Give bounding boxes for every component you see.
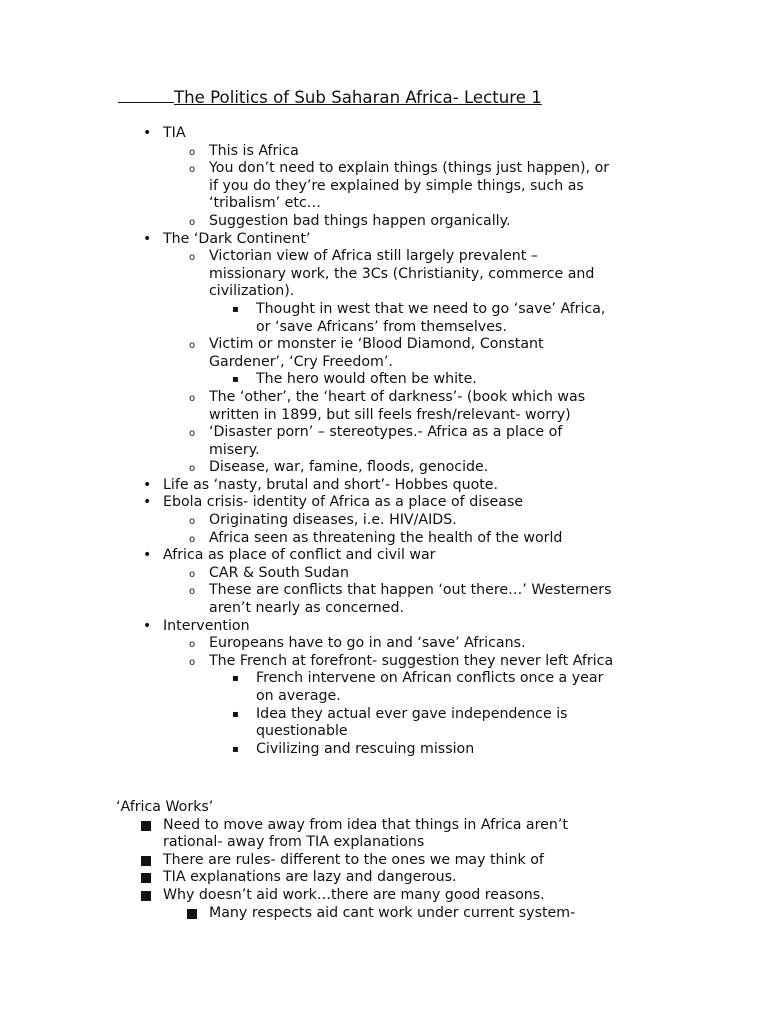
bullet-circle-icon: o bbox=[189, 656, 196, 668]
list-item-text: Disease, war, famine, floods, genocide. bbox=[209, 459, 489, 476]
list-item bbox=[0, 670, 768, 688]
list-item bbox=[0, 442, 768, 460]
list-item bbox=[0, 143, 768, 161]
bullet-square-icon bbox=[141, 856, 151, 866]
list-item-text: Why doesn’t aid work…there are many good reasons. bbox=[163, 886, 545, 903]
list-item-text: French intervene on African conflicts once a year bbox=[256, 670, 604, 687]
list-item-text: Europeans have to go in and ‘save’ Africans. bbox=[209, 635, 526, 652]
bullet-square-icon: ▪ bbox=[232, 743, 239, 755]
list-item-text: ‘Disaster porn’ – stereotypes.- Africa as a place of bbox=[209, 424, 563, 441]
section-heading: ‘Africa Works’ bbox=[116, 799, 214, 815]
list-item-text: You don’t need to explain things (things just happen), or bbox=[209, 160, 610, 177]
list-item bbox=[0, 565, 768, 583]
list-item-text: Many respects aid cant work under current system- bbox=[209, 904, 576, 921]
bullet-circle-icon: o bbox=[189, 533, 196, 545]
list-item-text: if you do they’re explained by simple things, such as bbox=[209, 177, 584, 194]
list-item bbox=[0, 195, 768, 213]
list-item bbox=[0, 869, 768, 887]
list-item-text: Originating diseases, i.e. HIV/AIDS. bbox=[209, 512, 457, 529]
bullet-circle-icon: o bbox=[189, 639, 196, 651]
list-item-text: Africa seen as threatening the health of the world bbox=[209, 529, 563, 546]
list-item bbox=[0, 582, 768, 600]
bullet-square-icon bbox=[141, 873, 151, 883]
bullet-dot-icon: • bbox=[143, 547, 152, 564]
list-item-text: Gardener’, ‘Cry Freedom’. bbox=[209, 353, 393, 370]
list-item-text: The French at forefront- suggestion they never left Africa bbox=[209, 652, 614, 669]
list-item-text: Intervention bbox=[163, 617, 250, 634]
list-item-text: or ‘save Africans’ from themselves. bbox=[256, 318, 507, 335]
list-item bbox=[0, 887, 768, 905]
list-item-text: The ‘Dark Continent’ bbox=[163, 230, 311, 247]
list-item-text: civilization). bbox=[209, 283, 295, 300]
list-item-text: missionary work, the 3Cs (Christianity, commerce and bbox=[209, 265, 595, 282]
bullet-circle-icon: o bbox=[189, 392, 196, 404]
list-item-text: The ‘other’, the ‘heart of darkness’- (book which was bbox=[209, 388, 586, 405]
list-item-text: The hero would often be white. bbox=[256, 371, 477, 388]
list-item-text: CAR & South Sudan bbox=[209, 564, 349, 581]
bullet-circle-icon: o bbox=[189, 340, 196, 352]
bullet-dot-icon: • bbox=[143, 230, 152, 247]
list-item-text: Need to move away from idea that things in Africa aren’t bbox=[163, 816, 568, 833]
list-item bbox=[0, 494, 768, 512]
list-item bbox=[0, 688, 768, 706]
bullet-square-icon bbox=[187, 909, 197, 919]
list-item-text: Ebola crisis- identity of Africa as a place of disease bbox=[163, 494, 524, 511]
title-text: The Politics of Sub Saharan Africa- Lecture 1 bbox=[174, 88, 542, 107]
list-item bbox=[0, 905, 768, 923]
list-item bbox=[0, 618, 768, 636]
list-item-text: written in 1899, but sill feels fresh/relevant- worry) bbox=[209, 406, 571, 423]
list-item-text: Idea they actual ever gave independence is bbox=[256, 705, 568, 722]
list-item bbox=[0, 248, 768, 266]
bullet-circle-icon: o bbox=[189, 428, 196, 440]
bullet-circle-icon: o bbox=[189, 568, 196, 580]
list-item bbox=[0, 530, 768, 548]
list-item bbox=[0, 424, 768, 442]
list-item bbox=[0, 336, 768, 354]
list-item bbox=[0, 706, 768, 724]
list-item-text: Suggestion bad things happen organically. bbox=[209, 212, 511, 229]
list-item-text: questionable bbox=[256, 723, 348, 740]
list-item-text: aren’t nearly as concerned. bbox=[209, 600, 405, 617]
list-item bbox=[0, 266, 768, 284]
list-item bbox=[0, 817, 768, 835]
list-item-text: misery. bbox=[209, 441, 260, 458]
list-item bbox=[0, 213, 768, 231]
bullet-circle-icon: o bbox=[189, 216, 196, 228]
list-item-text: ‘tribalism’ etc… bbox=[209, 195, 321, 212]
page-title bbox=[118, 88, 578, 108]
list-item-text: TIA bbox=[163, 125, 186, 141]
list-item bbox=[0, 459, 768, 477]
list-item bbox=[0, 653, 768, 671]
list-item-text: Africa as place of conflict and civil war bbox=[163, 547, 436, 564]
list-item bbox=[0, 407, 768, 425]
bullet-dot-icon: • bbox=[143, 476, 152, 493]
title-underline-lead bbox=[118, 101, 174, 103]
list-item bbox=[0, 741, 768, 759]
list-item bbox=[0, 547, 768, 565]
list-item bbox=[0, 371, 768, 389]
bullet-circle-icon: o bbox=[189, 516, 196, 528]
list-item bbox=[0, 852, 768, 870]
bullet-dot-icon: • bbox=[143, 494, 152, 511]
list-item bbox=[0, 283, 768, 301]
bullet-square-icon bbox=[141, 891, 151, 901]
list-item-text: Victim or monster ie ‘Blood Diamond, Constant bbox=[209, 336, 544, 353]
bullet-square-icon: ▪ bbox=[232, 374, 239, 386]
list-item-text: rational- away from TIA explanations bbox=[163, 834, 425, 851]
bullet-circle-icon: o bbox=[189, 146, 196, 158]
list-item-text: Life as ‘nasty, brutal and short’- Hobbes quote. bbox=[163, 476, 499, 493]
list-item-text: Civilizing and rescuing mission bbox=[256, 740, 475, 757]
list-item-text: Victorian view of Africa still largely prevalent – bbox=[209, 248, 538, 265]
list-item bbox=[0, 600, 768, 618]
notes-list bbox=[0, 125, 768, 758]
bullet-square-icon: ▪ bbox=[232, 673, 239, 685]
list-item bbox=[0, 319, 768, 337]
list-item bbox=[0, 723, 768, 741]
africa-works-section bbox=[0, 799, 768, 922]
list-item bbox=[0, 389, 768, 407]
list-item bbox=[0, 635, 768, 653]
bullet-circle-icon: o bbox=[189, 164, 196, 176]
bullet-dot-icon: • bbox=[143, 617, 152, 634]
bullet-circle-icon: o bbox=[189, 252, 196, 264]
list-item bbox=[0, 477, 768, 495]
list-item-text: on average. bbox=[256, 688, 341, 704]
list-item bbox=[0, 301, 768, 319]
list-item bbox=[0, 834, 768, 852]
list-item bbox=[0, 178, 768, 196]
bullet-square-icon bbox=[141, 821, 151, 831]
africa-works-list bbox=[0, 817, 768, 923]
list-item-text: There are rules- different to the ones we may think of bbox=[163, 851, 544, 868]
list-item-text: TIA explanations are lazy and dangerous. bbox=[163, 869, 457, 886]
bullet-square-icon: ▪ bbox=[232, 708, 239, 720]
bullet-dot-icon: • bbox=[143, 125, 152, 141]
list-item bbox=[0, 125, 768, 143]
bullet-circle-icon: o bbox=[189, 463, 196, 475]
list-item bbox=[0, 160, 768, 178]
bullet-circle-icon: o bbox=[189, 586, 196, 598]
list-item bbox=[0, 512, 768, 530]
list-item bbox=[0, 231, 768, 249]
list-item-text: Thought in west that we need to go ‘save’ Africa, bbox=[256, 300, 606, 317]
list-item-text: This is Africa bbox=[209, 142, 299, 159]
list-item-text: These are conflicts that happen ‘out there…’ Westerners bbox=[209, 582, 612, 599]
list-item bbox=[0, 354, 768, 372]
bullet-square-icon: ▪ bbox=[232, 303, 239, 315]
